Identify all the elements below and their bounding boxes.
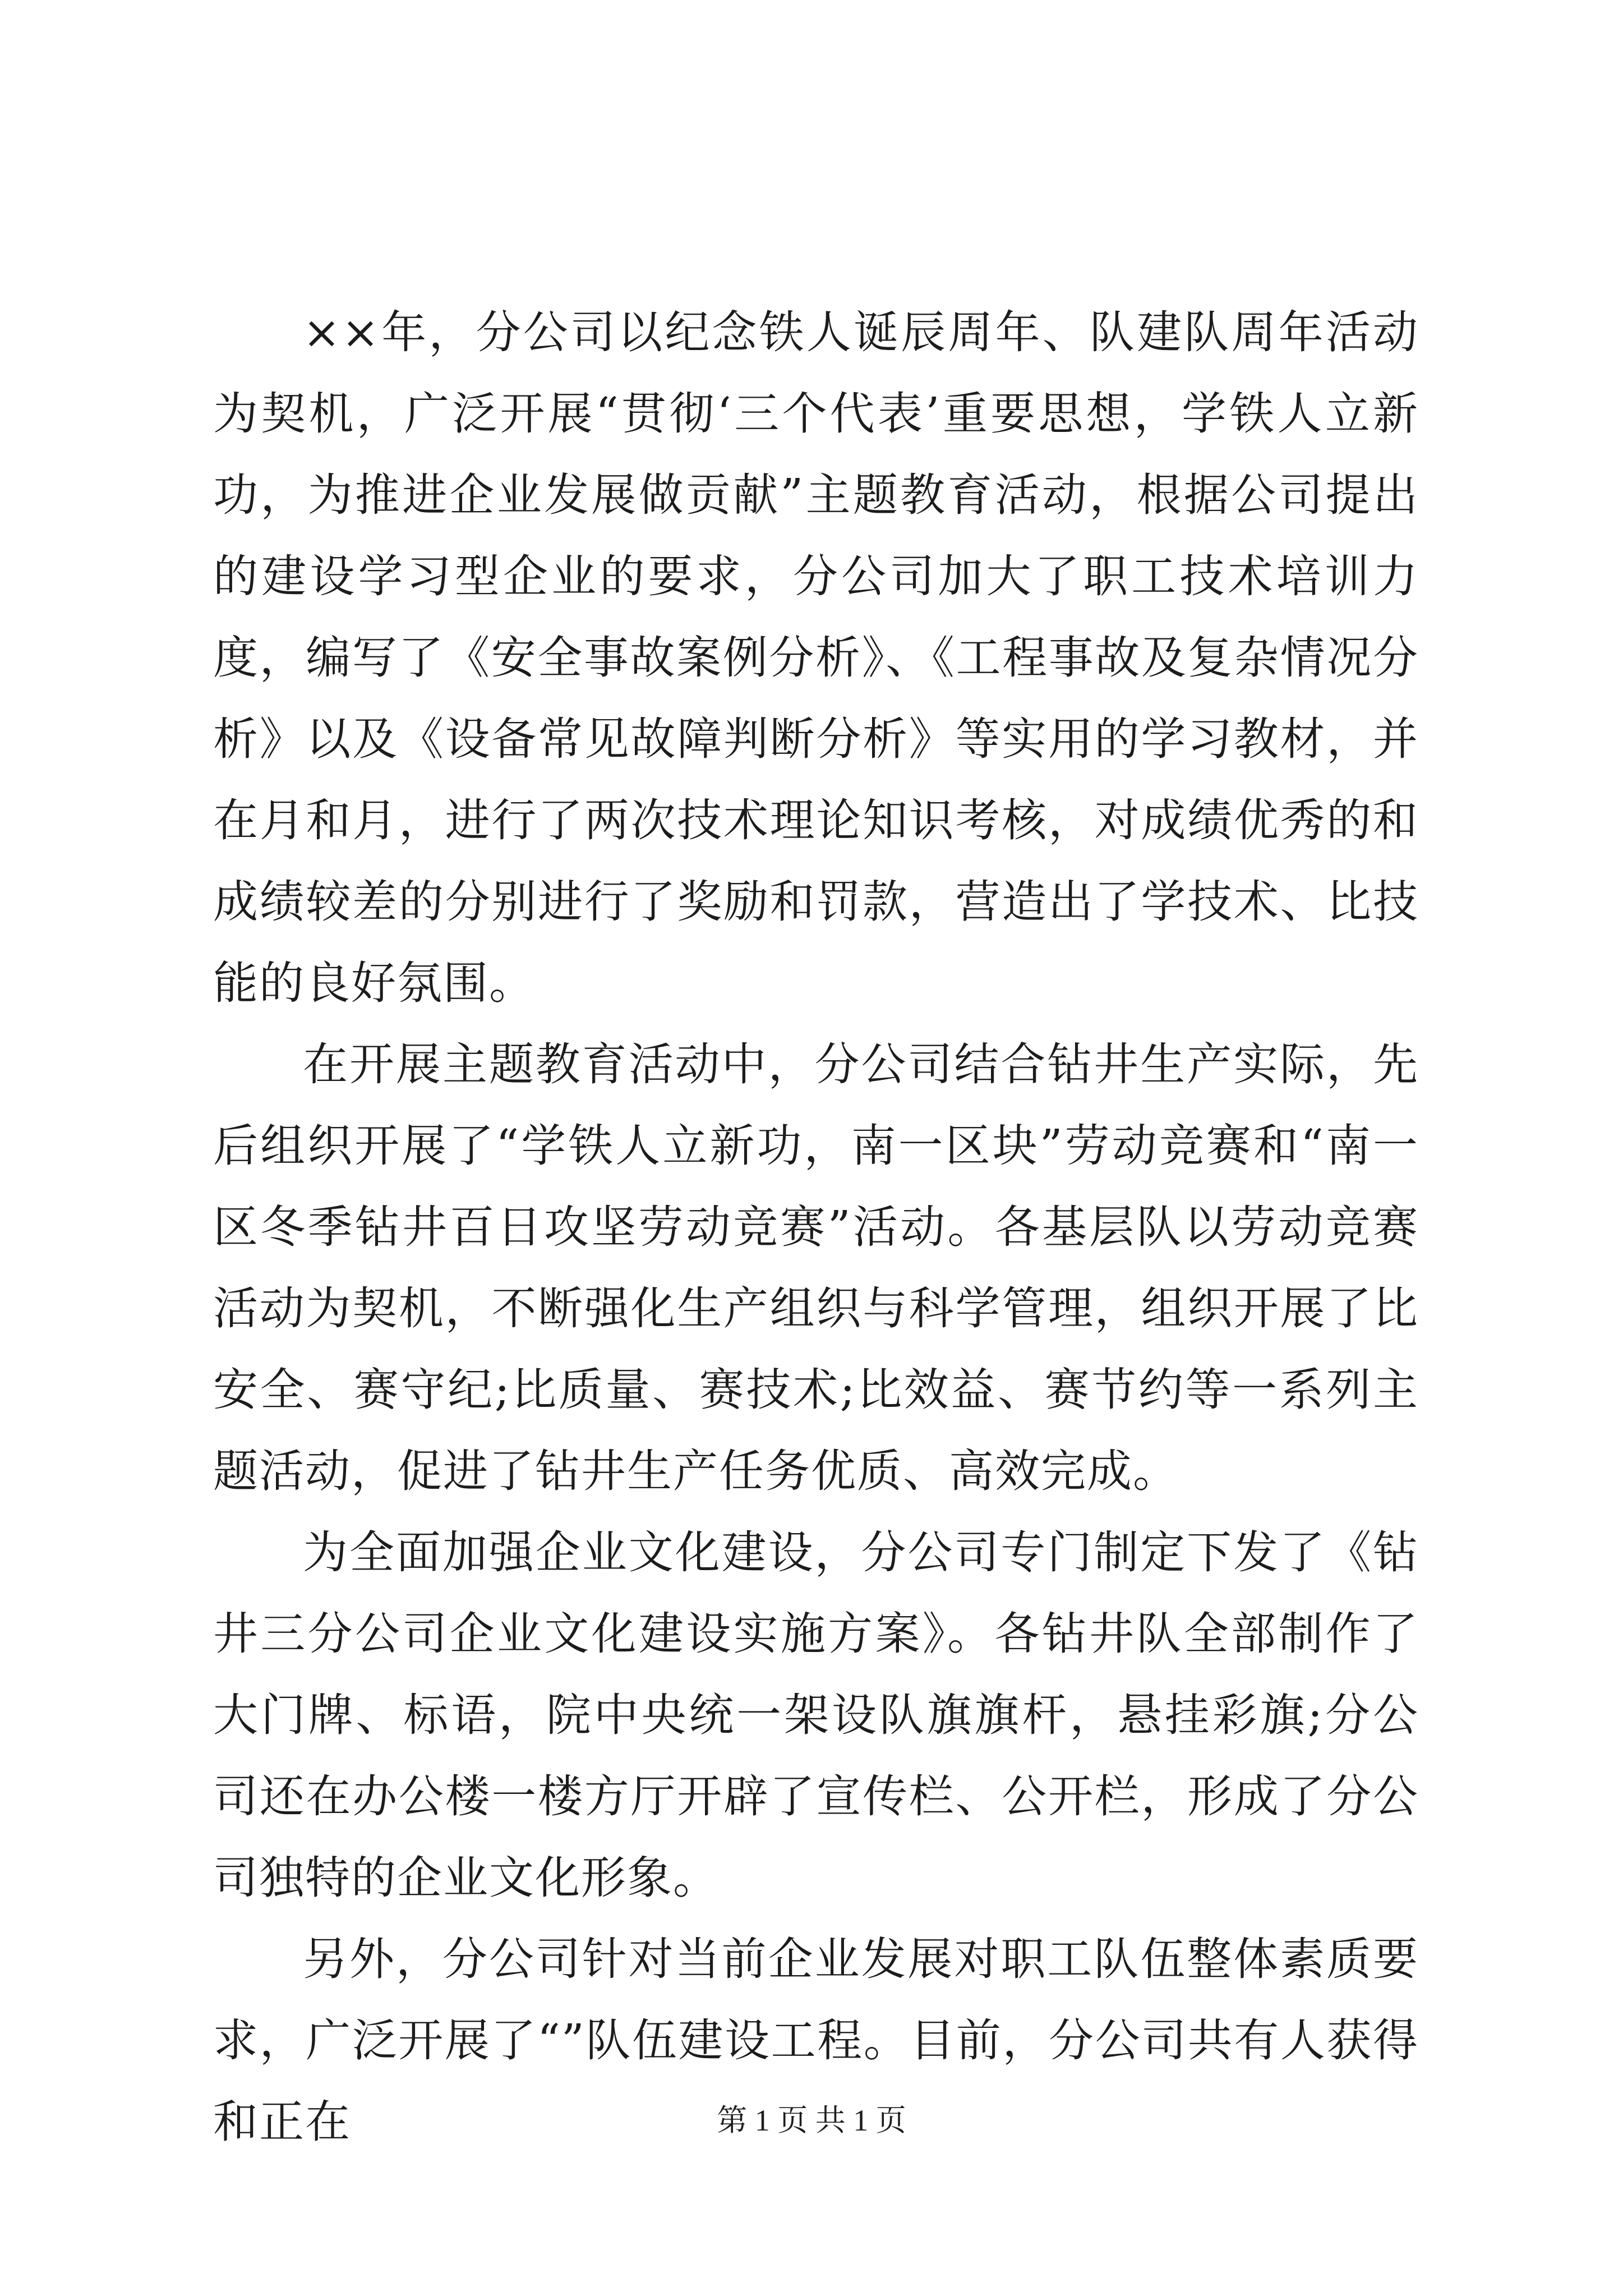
paragraph-2: 在开展主题教育活动中，分公司结合钻井生产实际，先后组织开展了“学铁人立新功，南一区块”劳动竞赛和“南一区冬季钻井百日攻坚劳动竞赛”活动。各基层队以劳动竞赛活动为契机，不断强化生产组织与科学管理，组织开展了比安全、赛守纪;比质量、赛技术;比效益、赛节约等一系列主题活动，促进了钻井生产任务优质、高效完成。 (213, 1038, 1419, 1497)
paragraph-4: 另外，分公司针对当前企业发展对职工队伍整体素质要求，广泛开展了“”队伍建设工程。目前，分公司共有人获得和正在 (213, 1933, 1419, 2148)
document-body (213, 292, 1419, 2162)
page-footer: 第 1 页 共 1 页 (717, 2104, 906, 2137)
paragraph-1: ××年，分公司以纪念铁人诞辰周年、队建队周年活动为契机，广泛开展“贯彻‘三个代表’重要思想，学铁人立新功，为推进企业发展做贡献”主题教育活动，根据公司提出的建设学习型企业的要求，分公司加大了职工技术培训力度，编写了《安全事故案例分析》、《工程事故及复杂情况分析》以及《设备常见故障判断分析》等实用的学习教材，并在月和月，进行了两次技术理论知识考核，对成绩优秀的和成绩较差的分别进行了奖励和罚款，营造出了学技术、比技能的良好氛围。 (213, 306, 1419, 1009)
paragraph-3: 为全面加强企业文化建设，分公司专门制定下发了《钻井三分公司企业文化建设实施方案》。各钻井队全部制作了大门牌、标语，院中央统一架设队旗旗杆，悬挂彩旗;分公司还在办公楼一楼方厅开辟了宣传栏、公开栏，形成了分公司独特的企业文化形象。 (213, 1526, 1419, 1904)
